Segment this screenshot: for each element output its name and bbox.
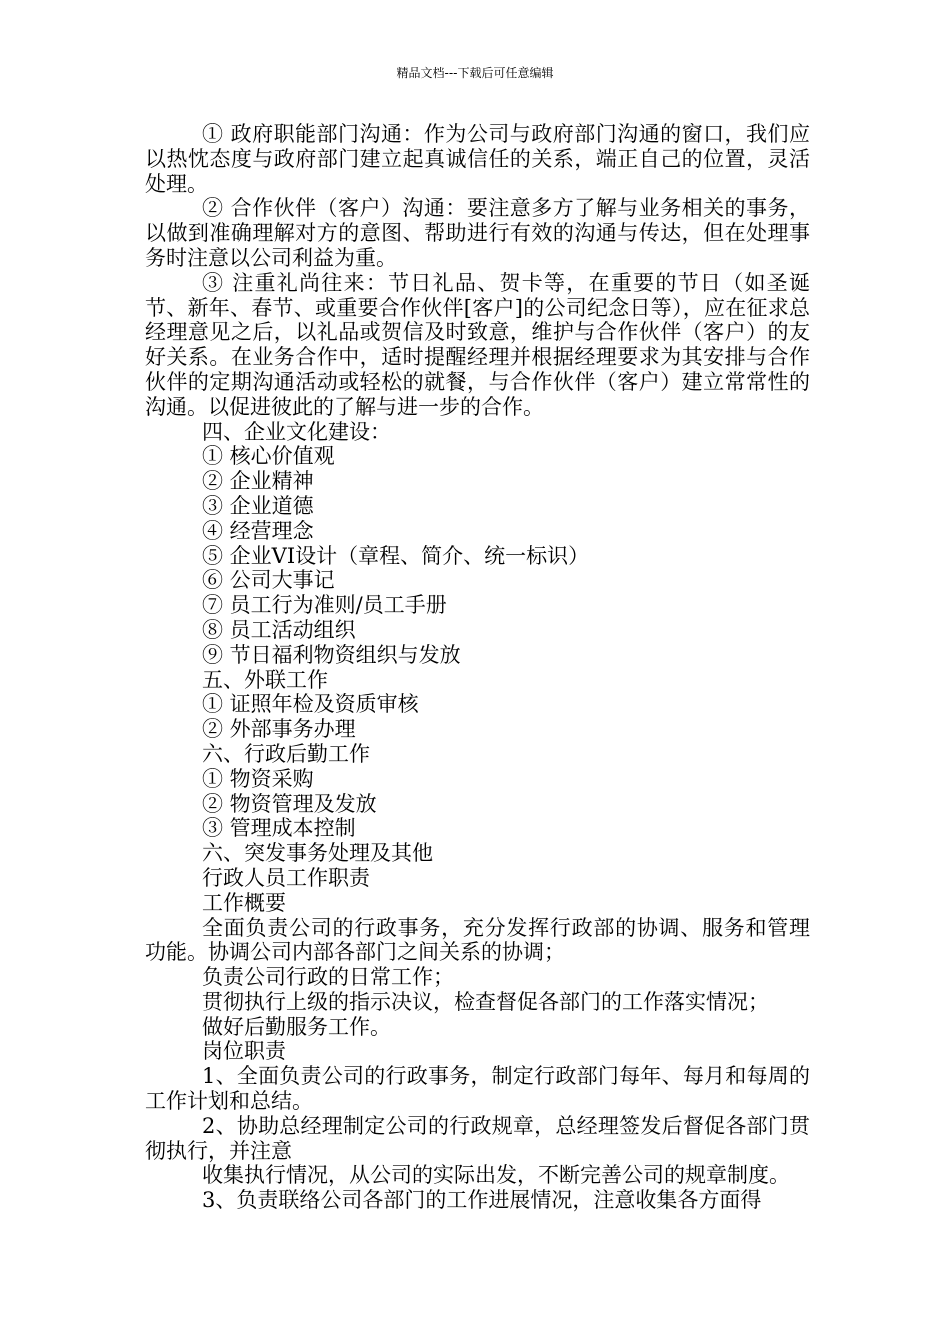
body-paragraph: ① 政府职能部门沟通：作为公司与政府部门沟通的窗口，我们应以热忱态度与政府部门建立起真诚信任的关系，端正自己的位置，灵活处理。: [145, 122, 810, 196]
body-paragraph: 1、全面负责公司的行政事务，制定行政部门每年、每月和每周的工作计划和总结。: [145, 1064, 810, 1114]
body-paragraph: ③ 注重礼尚往来：节日礼品、贺卡等，在重要的节日（如圣诞节、新年、春节、或重要合作伙伴[客户]的公司纪念日等），应在征求总经理意见之后，以礼品或贺信及时致意，维护与合作伙伴（客户）的友好关系。在业务合作中，适时提醒经理并根据经理要求为其安排与合作伙伴的定期沟通活动或轻松的就餐，与合作伙伴（客户）建立常常性的沟通。以促进彼此的了解与进一步的合作。: [145, 270, 810, 419]
list-item: ⑦ 员工行为准则/员工手册: [202, 593, 447, 618]
list-item: 五、外联工作: [202, 667, 328, 692]
list-item: ⑥ 公司大事记: [202, 568, 335, 593]
body-paragraph: 3、负责联络公司各部门的工作进展情况，注意收集各方面得: [202, 1188, 762, 1213]
list-item: ② 外部事务办理: [202, 717, 356, 742]
list-item: 行政人员工作职责: [202, 865, 370, 890]
list-item: ② 企业精神: [202, 469, 314, 494]
list-item: ④ 经营理念: [202, 518, 314, 543]
list-item: ⑧ 员工活动组织: [202, 617, 356, 642]
list-item: ⑤ 企业VI设计（章程、简介、统一标识）: [202, 543, 590, 568]
list-item: 六、突发事务处理及其他: [202, 841, 433, 866]
list-item: 贯彻执行上级的指示决议，检查督促各部门的工作落实情况；: [202, 989, 769, 1014]
list-item: ⑨ 节日福利物资组织与发放: [202, 642, 461, 667]
list-item: ① 核心价值观: [202, 444, 335, 469]
body-paragraph: 2、协助总经理制定公司的行政规章，总经理签发后督促各部门贯彻执行，并注意: [145, 1113, 810, 1163]
list-item: ③ 管理成本控制: [202, 816, 356, 841]
list-item: ② 物资管理及发放: [202, 791, 377, 816]
list-item: ③ 企业道德: [202, 493, 314, 518]
list-item: ① 物资采购: [202, 766, 314, 791]
body-paragraph: ② 合作伙伴（客户）沟通：要注意多方了解与业务相关的事务，以做到准确理解对方的意图、帮助进行有效的沟通与传达，但在处理事务时注意以公司利益为重。: [145, 196, 810, 270]
page-header: 精品文档---下载后可任意编辑: [396, 66, 554, 80]
list-item: 收集执行情况，从公司的实际出发，不断完善公司的规章制度。: [202, 1163, 790, 1188]
list-item: 六、行政后勤工作: [202, 741, 370, 766]
list-item: 负责公司行政的日常工作；: [202, 965, 454, 990]
list-item: 工作概要: [202, 890, 286, 915]
list-item: ① 证照年检及资质审核: [202, 692, 419, 717]
list-item: 岗位职责: [202, 1039, 286, 1064]
list-item: 四、企业文化建设：: [202, 419, 391, 444]
document-body: [145, 122, 810, 1213]
list-item: 做好后勤服务工作。: [202, 1014, 391, 1039]
body-paragraph: 全面负责公司的行政事务，充分发挥行政部的协调、服务和管理功能。协调公司内部各部门之间关系的协调；: [145, 915, 810, 965]
